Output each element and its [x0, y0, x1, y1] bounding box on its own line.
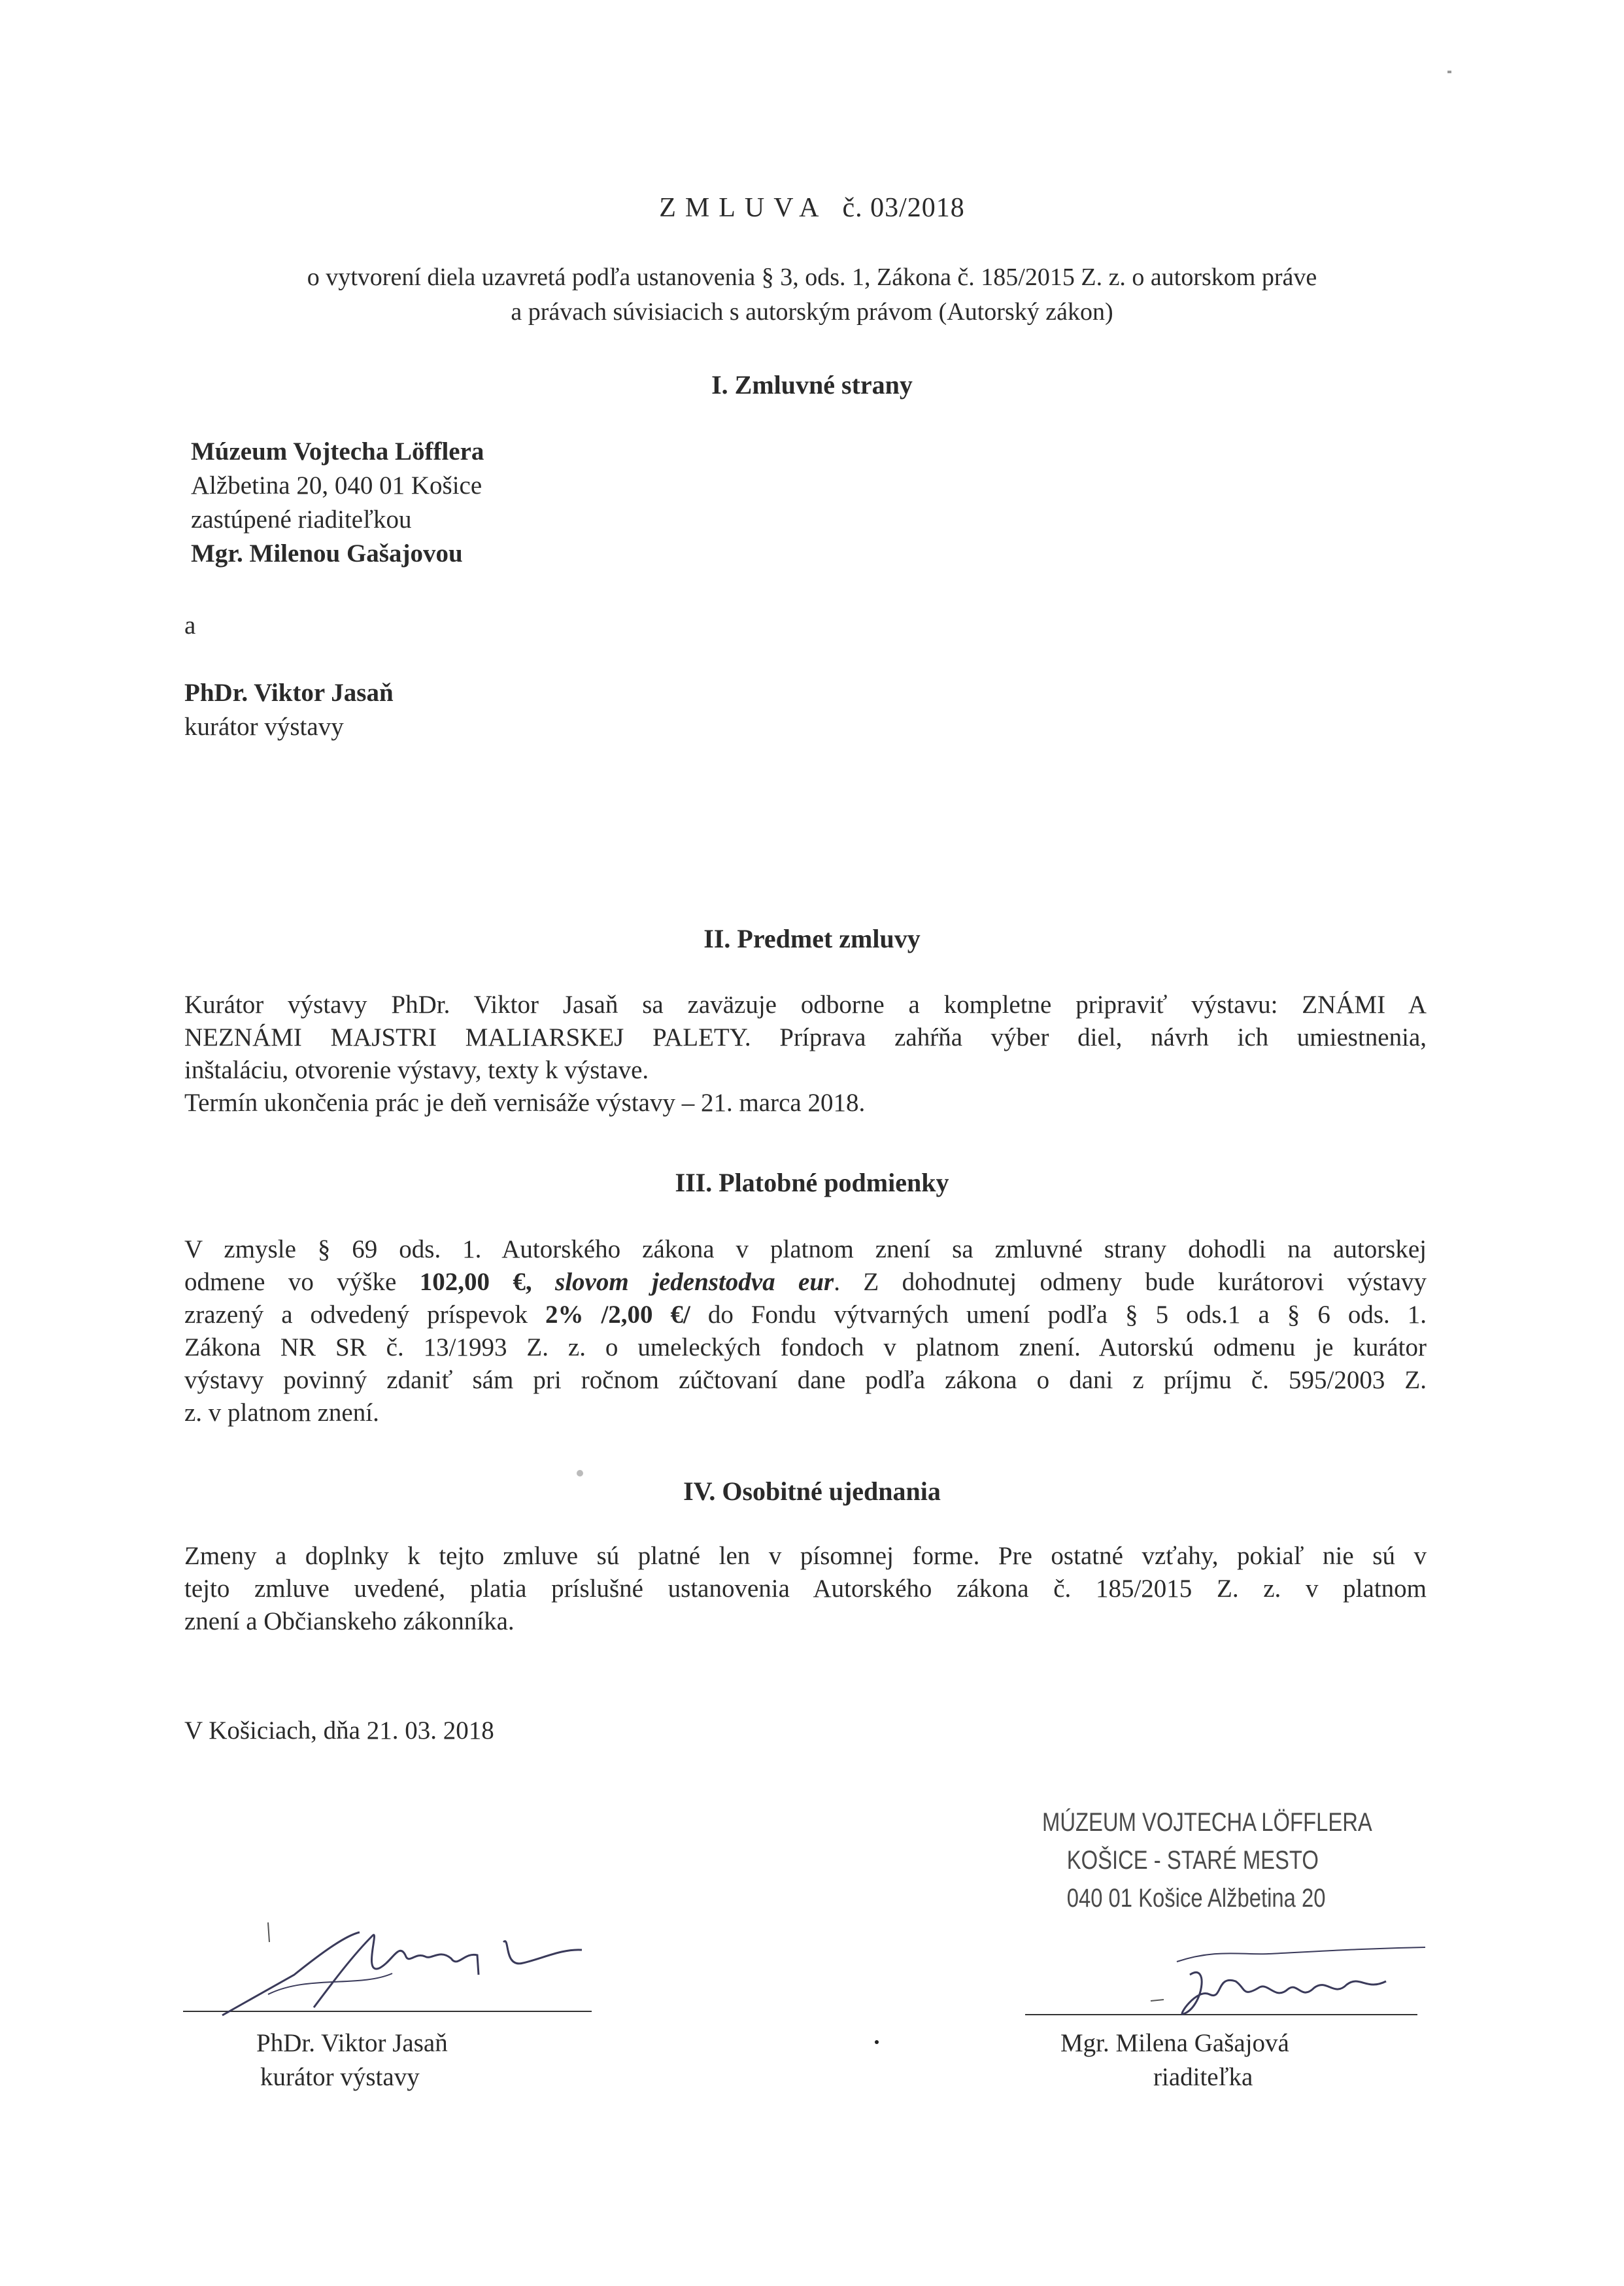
section3-line: výstavy povinný zdaniť sám pri ročnom zúčtovaní dane podľa zákona o dani z príjmu č. 595/2003 Z.	[184, 1366, 1427, 1394]
section3-line: z. v platnom znení.	[184, 1399, 379, 1427]
section4-line: tejto zmluve uvedené, platia príslušné ustanovenia Autorského zákona č. 185/2015 Z. z. v platnom	[184, 1575, 1427, 1603]
stamp-line2: KOŠICE - STARÉ MESTO	[1066, 1846, 1319, 1875]
section4-heading: IV. Osobitné ujednania	[683, 1476, 941, 1506]
contribution-amount: 2% /2,00 €/	[545, 1301, 690, 1329]
section3-line: Zákona NR SR č. 13/1993 Z. z. o umeleckých fondoch v platnom znení. Autorskú odmenu je kurátor	[184, 1333, 1427, 1361]
contract-title-word: ZMLUVA	[659, 193, 828, 223]
left-handwritten-signature	[196, 1896, 601, 2027]
party2-name: PhDr. Viktor Jasaň	[184, 679, 394, 707]
scan-dot	[875, 2040, 879, 2044]
section4-paragraph	[184, 1540, 1427, 1638]
right-signatory-name: Mgr. Milena Gašajová	[1060, 2029, 1289, 2057]
section2-heading: II. Predmet zmluvy	[703, 924, 921, 953]
section3-heading: III. Platobné podmienky	[675, 1168, 949, 1197]
section2-line: Kurátor výstavy PhDr. Viktor Jasaň sa zaväzuje odborne a kompletne pripraviť výstavu: ZNÁMI A	[184, 991, 1427, 1019]
fee-rest: . Z dohodnutej odmeny bude kurátorovi výstavy	[834, 1268, 1427, 1296]
stamp-line1: MÚZEUM VOJTECHA LÖFFLERA	[1042, 1808, 1372, 1837]
left-signatory-role: kurátor výstavy	[260, 2063, 420, 2091]
contract-subtitle-line1: o vytvorení diela uzavretá podľa ustanovenia § 3, ods. 1, Zákona č. 185/2015 Z. z. o autorskom práve	[307, 264, 1317, 291]
conjunction: a	[184, 611, 196, 640]
party1-name: Múzeum Vojtecha Löfflera	[191, 437, 484, 466]
museum-stamp	[1042, 1803, 1372, 1917]
section4-line: Zmeny a doplnky k tejto zmluve sú platné len v písomnej forme. Pre ostatné vzťahy, pokiaľ nie sú v	[184, 1542, 1427, 1570]
section1-heading: I. Zmluvné strany	[711, 370, 913, 400]
right-handwritten-signature	[1138, 1936, 1438, 2034]
section3-line: V zmysle § 69 ods. 1. Autorského zákona v platnom znení sa zmluvné strany dohodli na autorskej	[184, 1235, 1427, 1263]
contract-subtitle-line2: a právach súvisiacich s autorským právom (Autorský zákon)	[511, 298, 1113, 326]
redacted-area	[180, 752, 511, 883]
party1-director: Mgr. Milenou Gašajovou	[191, 539, 463, 568]
fee-in-words: slovom jedenstodva eur	[555, 1268, 834, 1296]
section2-paragraph	[184, 989, 1427, 1119]
scan-dot	[577, 1470, 583, 1476]
fee-intro: odmene vo výške	[184, 1268, 420, 1296]
section3-line	[184, 1266, 1427, 1299]
place-date: V Košiciach, dňa 21. 03. 2018	[184, 1716, 494, 1745]
section4-line: znení a Občianskeho zákonníka.	[184, 1607, 515, 1635]
section2-line: NEZNÁMI MAJSTRI MALIARSKEJ PALETY. Príprava zahŕňa výber diel, návrh ich umiestnenia,	[184, 1023, 1427, 1051]
contract-title	[0, 190, 1624, 226]
party1-address: Alžbetina 20, 040 01 Košice	[191, 471, 482, 500]
section3-paragraph	[184, 1233, 1427, 1429]
stamp-line3: 040 01 Košice Alžbetina 20	[1066, 1884, 1326, 1913]
contribution-intro: zrazený a odvedený príspevok	[184, 1301, 545, 1329]
section2-line: Termín ukončenia prác je deň vernisáže výstavy – 21. marca 2018.	[184, 1089, 866, 1117]
party1-represented: zastúpené riaditeľkou	[191, 505, 412, 534]
right-signatory-role: riaditeľka	[1153, 2063, 1253, 2091]
scan-dot	[1447, 71, 1451, 73]
contract-number: č. 03/2018	[842, 193, 965, 223]
fee-amount: 102,00 €,	[419, 1268, 556, 1296]
contribution-rest: do Fondu výtvarných umení podľa § 5 ods.1 a § 6 ods. 1.	[690, 1301, 1427, 1329]
section2-line: inštaláciu, otvorenie výstavy, texty k výstave.	[184, 1056, 649, 1084]
left-signatory-name: PhDr. Viktor Jasaň	[256, 2029, 448, 2057]
party2-role: kurátor výstavy	[184, 713, 344, 741]
section3-line	[184, 1299, 1427, 1331]
